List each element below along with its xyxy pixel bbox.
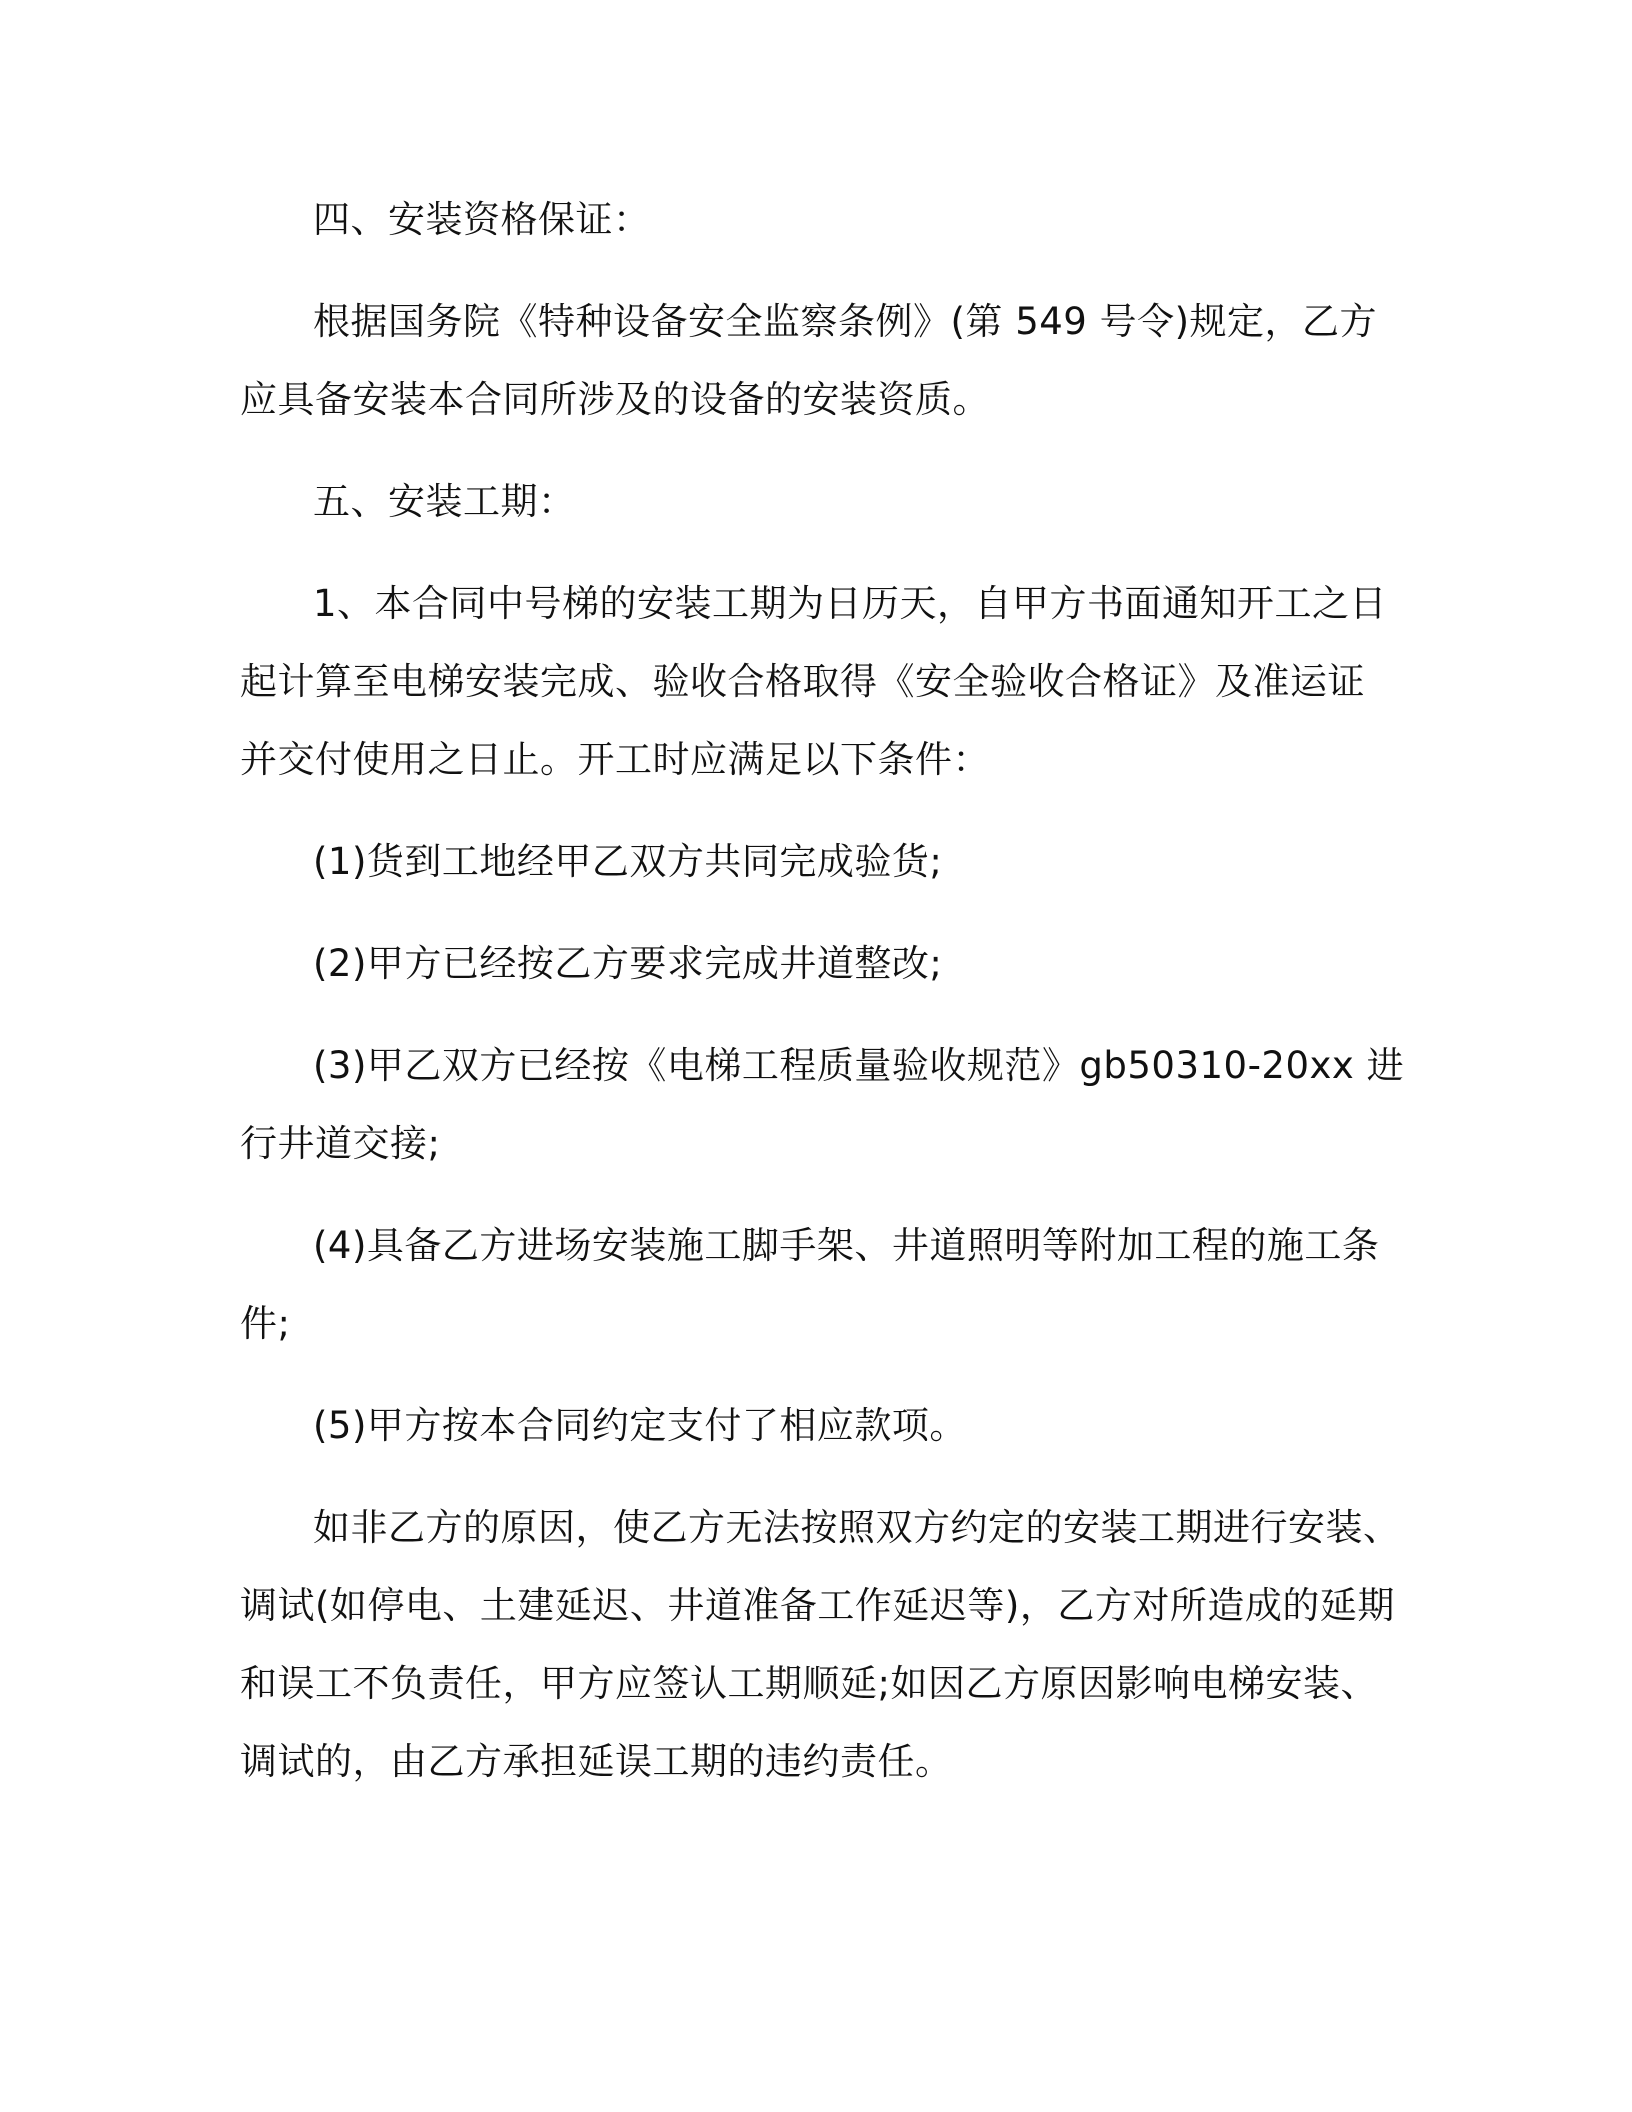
- condition-item-4: (4)具备乙方进场安装施工脚手架、井道照明等附加工程的施工条: [313, 1224, 1380, 1267]
- condition-item-1: (1)货到工地经甲乙双方共同完成验货;: [313, 840, 943, 883]
- paragraph-line: 1、本合同中号梯的安装工期为日历天，自甲方书面通知开工之日: [313, 582, 1388, 625]
- paragraph-line: 并交付使用之日止。开工时应满足以下条件：: [240, 738, 990, 781]
- paragraph-line: 和误工不负责任，甲方应签认工期顺延;如因乙方原因影响电梯安装、: [240, 1662, 1378, 1705]
- section-heading-5: 五、安装工期：: [313, 480, 576, 523]
- paragraph-line: 调试的，由乙方承担延误工期的违约责任。: [240, 1740, 953, 1783]
- condition-item-3-cont: 行井道交接;: [240, 1122, 441, 1165]
- paragraph-line: 根据国务院《特种设备安全监察条例》(第 549 号令)规定，乙方: [313, 300, 1378, 343]
- paragraph-line: 应具备安装本合同所涉及的设备的安装资质。: [240, 378, 990, 421]
- condition-item-3: (3)甲乙双方已经按《电梯工程质量验收规范》gb50310-20xx 进: [313, 1044, 1405, 1087]
- paragraph-line: 起计算至电梯安装完成、验收合格取得《安全验收合格证》及准运证: [240, 660, 1365, 703]
- paragraph-line: 调试(如停电、土建延迟、井道准备工作延迟等)，乙方对所造成的延期: [240, 1584, 1395, 1627]
- paragraph-line: 如非乙方的原因，使乙方无法按照双方约定的安装工期进行安装、: [313, 1506, 1401, 1549]
- condition-item-4-cont: 件;: [240, 1302, 291, 1345]
- condition-item-2: (2)甲方已经按乙方要求完成井道整改;: [313, 942, 943, 985]
- condition-item-5: (5)甲方按本合同约定支付了相应款项。: [313, 1404, 967, 1447]
- section-heading-4: 四、安装资格保证：: [313, 198, 651, 241]
